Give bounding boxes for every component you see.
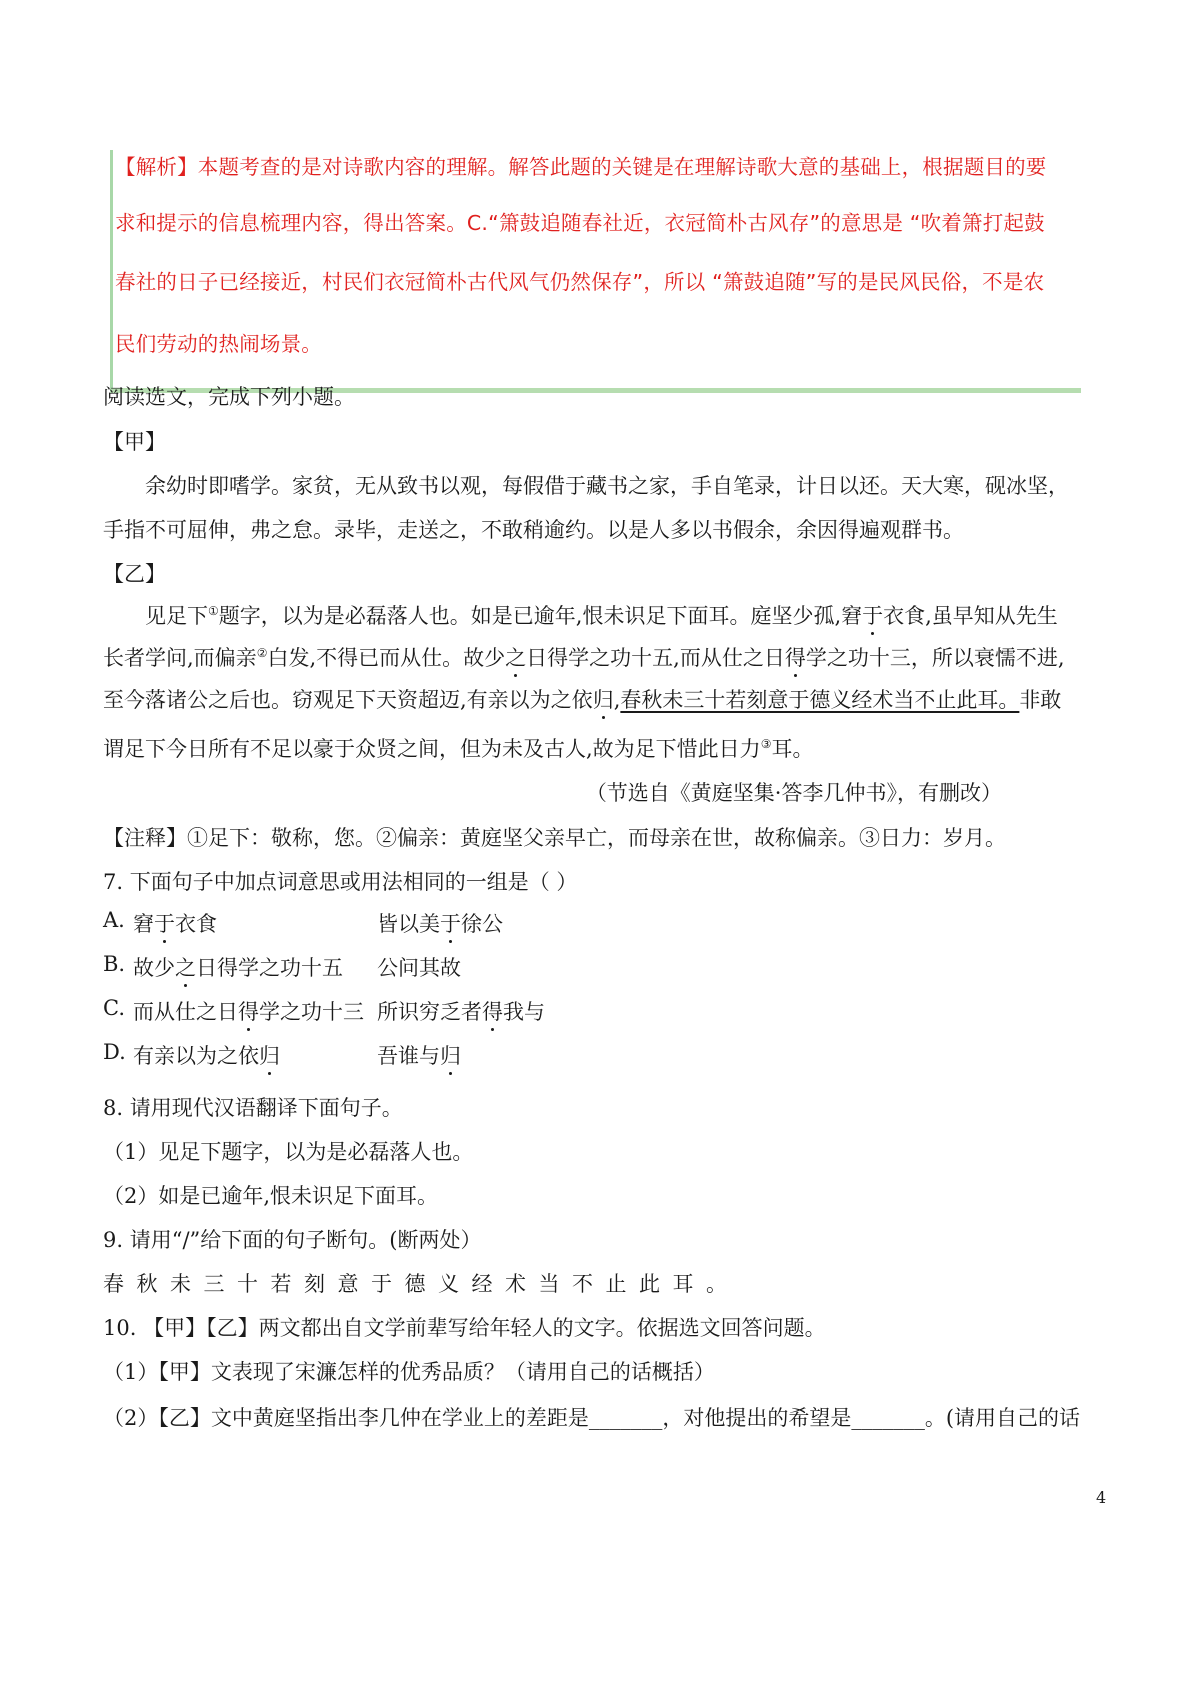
q7-option-b: B.: [103, 952, 126, 976]
yi-line-4: 谓足下今日所有不足以豪于众贤之间，但为未及古人,故为足下惜此日力③耳。: [103, 737, 814, 761]
annotation-notes: 【注释】①足下：敬称，您。②偏亲：黄庭坚父亲早亡，而母亲在世，故称偏亲。③日力：岁月。: [103, 826, 1006, 850]
emphasis-dot-char: 归: [592, 688, 614, 712]
q10-sub-1: （1）【甲】文表现了宋濂怎样的优秀品质？（请用自己的话概括）: [103, 1360, 715, 1384]
analysis-line-4: 民们劳动的热闹场景。: [115, 332, 322, 356]
jia-line-1: 余幼时即嗜学。家贫，无从致书以观，每假借于藏书之家，手自笔录，计日以还。天大寒，砚冰坚，: [145, 474, 1069, 498]
source-citation: （节选自《黄庭坚集·答李几仲书》，有删改）: [585, 781, 1002, 805]
analysis-line-1: 【解析】本题考查的是对诗歌内容的理解。解答此题的关键是在理解诗歌大意的基础上，根据题目的要: [115, 155, 1047, 179]
q8-sentence-1: （1）见足下题字，以为是必磊落人也。: [103, 1140, 474, 1164]
q7-option-a: A.: [103, 908, 125, 932]
q9-sentence: 春秋未三十若刻意于德义经术当不止此耳。: [103, 1272, 740, 1296]
q7-option-d: D.: [103, 1040, 126, 1064]
yi-line-3: 至今落诸公之后也。窃观足下天资超迈,有亲以为之依归,春秋未三十若刻意于德义经术当不止此耳。非敢: [103, 688, 1062, 712]
question-10-stem: 10. 【甲】【乙】两文都出自文学前辈写给年轻人的文字。依据选文回答问题。: [103, 1316, 826, 1340]
question-9-stem: 9. 请用“/”给下面的句子断句。(断两处）: [103, 1228, 482, 1252]
q7-option-a-left: 窘于衣食: [133, 912, 217, 936]
q7-option-d-left: 有亲以为之依归: [133, 1044, 280, 1068]
q7-option-c: C.: [103, 996, 125, 1020]
q7-option-a-right: 皆以美于徐公: [377, 912, 503, 936]
question-8-stem: 8. 请用现代汉语翻译下面句子。: [103, 1096, 403, 1120]
yi-label: 【乙】: [103, 562, 166, 586]
q7-option-c-left: 而从仕之日得学之功十三: [133, 1000, 364, 1024]
question-7-stem: 7. 下面句子中加点词意思或用法相同的一组是（ ）: [103, 870, 578, 894]
emphasis-dot-char: 于: [862, 604, 884, 628]
analysis-box: [110, 150, 1081, 393]
yi-line-1: 见足下①题字，以为是必磊落人也。如是已逾年,恨未识足下面耳。庭坚少孤,窘于衣食,虽早知从先生: [145, 604, 1058, 628]
q7-option-d-right: 吾谁与归: [377, 1044, 461, 1068]
q7-option-b-left: 故少之日得学之功十五: [133, 956, 343, 980]
jia-line-2: 手指不可屈伸，弗之怠。录毕，走送之，不敢稍逾约。以是人多以书假余，余因得遍观群书。: [103, 518, 964, 542]
footnote-mark-1: ①: [208, 604, 219, 618]
underlined-sentence: 春秋未三十若刻意于德义经术当不止此耳。: [620, 688, 1020, 712]
analysis-line-2: 求和提示的信息梳理内容，得出答案。C.“箫鼓追随春社近，衣冠简朴古风存”的意思是 “吹着箫打起鼓: [115, 211, 1045, 235]
jia-label: 【甲】: [103, 430, 166, 454]
analysis-line-3: 春社的日子已经接近，村民们衣冠简朴古代风气仍然保存”，所以 “箫鼓追随”写的是民风民俗，不是农: [115, 270, 1045, 294]
q10-sub-2: （2）【乙】文中黄庭坚指出李几仲在学业上的差距是_______，对他提出的希望是_______。(请用自己的话: [103, 1406, 1081, 1430]
footnote-mark-2: ②: [256, 646, 268, 660]
q7-option-b-right: 公问其故: [377, 956, 461, 980]
q8-sentence-2: （2）如是已逾年,恨未识足下面耳。: [103, 1184, 439, 1208]
reading-intro: 阅读选文，完成下列小题。: [103, 385, 355, 409]
emphasis-dot-char: 得: [784, 646, 806, 670]
footnote-mark-3: ③: [760, 737, 772, 751]
emphasis-dot-char: 之: [505, 646, 527, 670]
q7-option-c-right: 所识穷乏者得我与: [377, 1000, 545, 1024]
yi-line-2: 长者学问,而偏亲②白发,不得已而从仕。故少之日得学之功十五,而从仕之日得学之功十三，所以衰懦不进,: [103, 646, 1065, 670]
page-number: 4: [1096, 1488, 1107, 1507]
